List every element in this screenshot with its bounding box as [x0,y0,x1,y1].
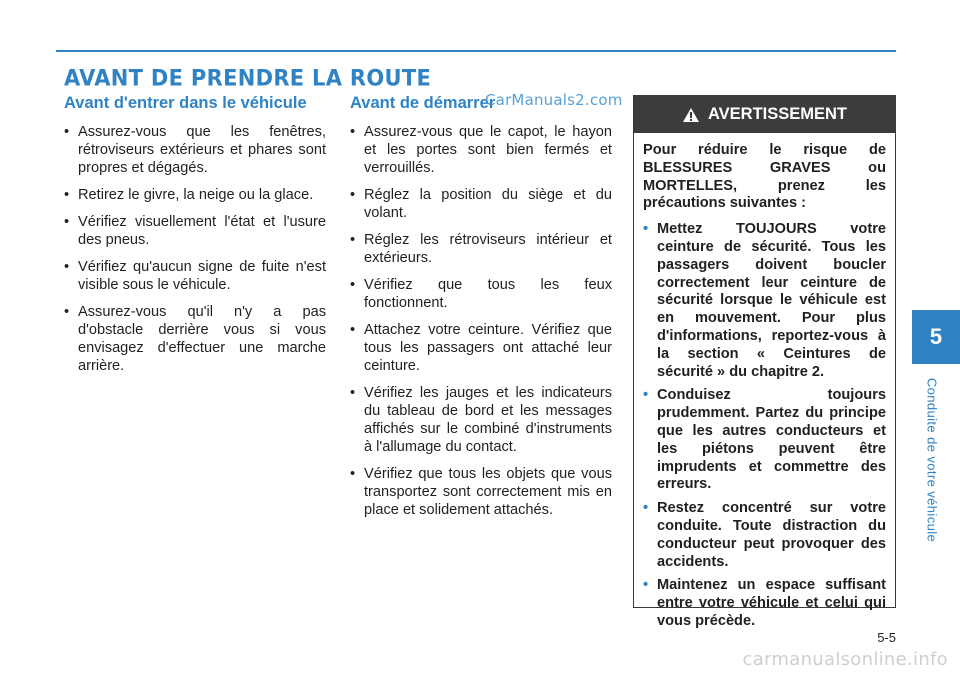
top-rule [56,50,896,52]
list-item: • Conduisez toujours prudemment. Partez du principe que les autres conducteurs et les piétons peuvent être imprudents et commettre des erreurs. [643,387,886,494]
list-item: • Mettez TOUJOURS votre ceinture de sécurité. Tous les passagers doivent boucler correctement leur ceinture de sécurité lorsque le véhicule est en mouvement. Pour plus d'informations, reportez-vous à la section « Ceintures de sécurité » du chapitre 2. [643,221,886,381]
list-item: • Vérifiez qu'aucun signe de fuite n'est visible sous le véhicule. [64,258,326,294]
warning-list [643,221,886,631]
warning-header [634,96,895,133]
list-item: • Réglez les rétroviseurs intérieur et extérieurs. [350,231,612,267]
before-entering-list [64,123,326,375]
before-starting-list [350,123,612,519]
list-item: • Vérifiez que tous les feux fonctionnent. [350,276,612,312]
watermark-footer: carmanualsonline.info [742,649,948,670]
before-starting-column [350,94,612,528]
list-item: • Vérifiez que tous les objets que vous transportez sont correctement mis en place et solidement attachés. [350,465,612,519]
list-item: • Assurez-vous qu'il n'y a pas d'obstacle derrière vous si vous envisagez d'effectuer une marche arrière. [64,303,326,375]
list-item: • Assurez-vous que les fenêtres, rétroviseurs extérieurs et phares sont propres et dégagés. [64,123,326,177]
list-item: • Réglez la position du siège et du volant. [350,186,612,222]
list-item: • Maintenez un espace suffisant entre votre véhicule et celui qui vous précède. [643,577,886,630]
watermark-top: CarManuals2.com [485,91,623,109]
warning-body [634,133,895,631]
list-item: • Attachez votre ceinture. Vérifiez que tous les passagers ont attaché leur ceinture. [350,321,612,375]
list-item: • Assurez-vous que le capot, le hayon et les portes sont bien fermés et verrouillés. [350,123,612,177]
list-item: • Retirez le givre, la neige ou la glace. [64,186,326,204]
warning-title: AVERTISSEMENT [707,105,848,123]
list-item: • Vérifiez visuellement l'état et l'usure des pneus. [64,213,326,249]
warning-intro: Pour réduire le risque de BLESSURES GRAVES ou MORTELLES, prenez les précautions suivantes : [643,142,886,212]
list-item: • Restez concentré sur votre conduite. Toute distraction du conducteur peut provoquer des accidents. [643,500,886,571]
before-entering-column [64,94,326,384]
section-title: AVANT DE PRENDRE LA ROUTE [64,65,432,91]
list-item: • Vérifiez les jauges et les indicateurs du tableau de bord et les messages affichés sur le combiné d'instruments à l'allumage du contact. [350,384,612,456]
warning-box [633,95,896,629]
before-entering-heading: Avant d'entrer dans le véhicule [64,94,307,112]
warning-triangle-icon [682,107,700,123]
chapter-label: Conduite de votre véhicule [924,377,940,543]
before-starting-heading: Avant de démarrer [350,94,496,112]
chapter-tab: 5 [912,310,960,364]
page-number: 5-5 [877,630,896,645]
